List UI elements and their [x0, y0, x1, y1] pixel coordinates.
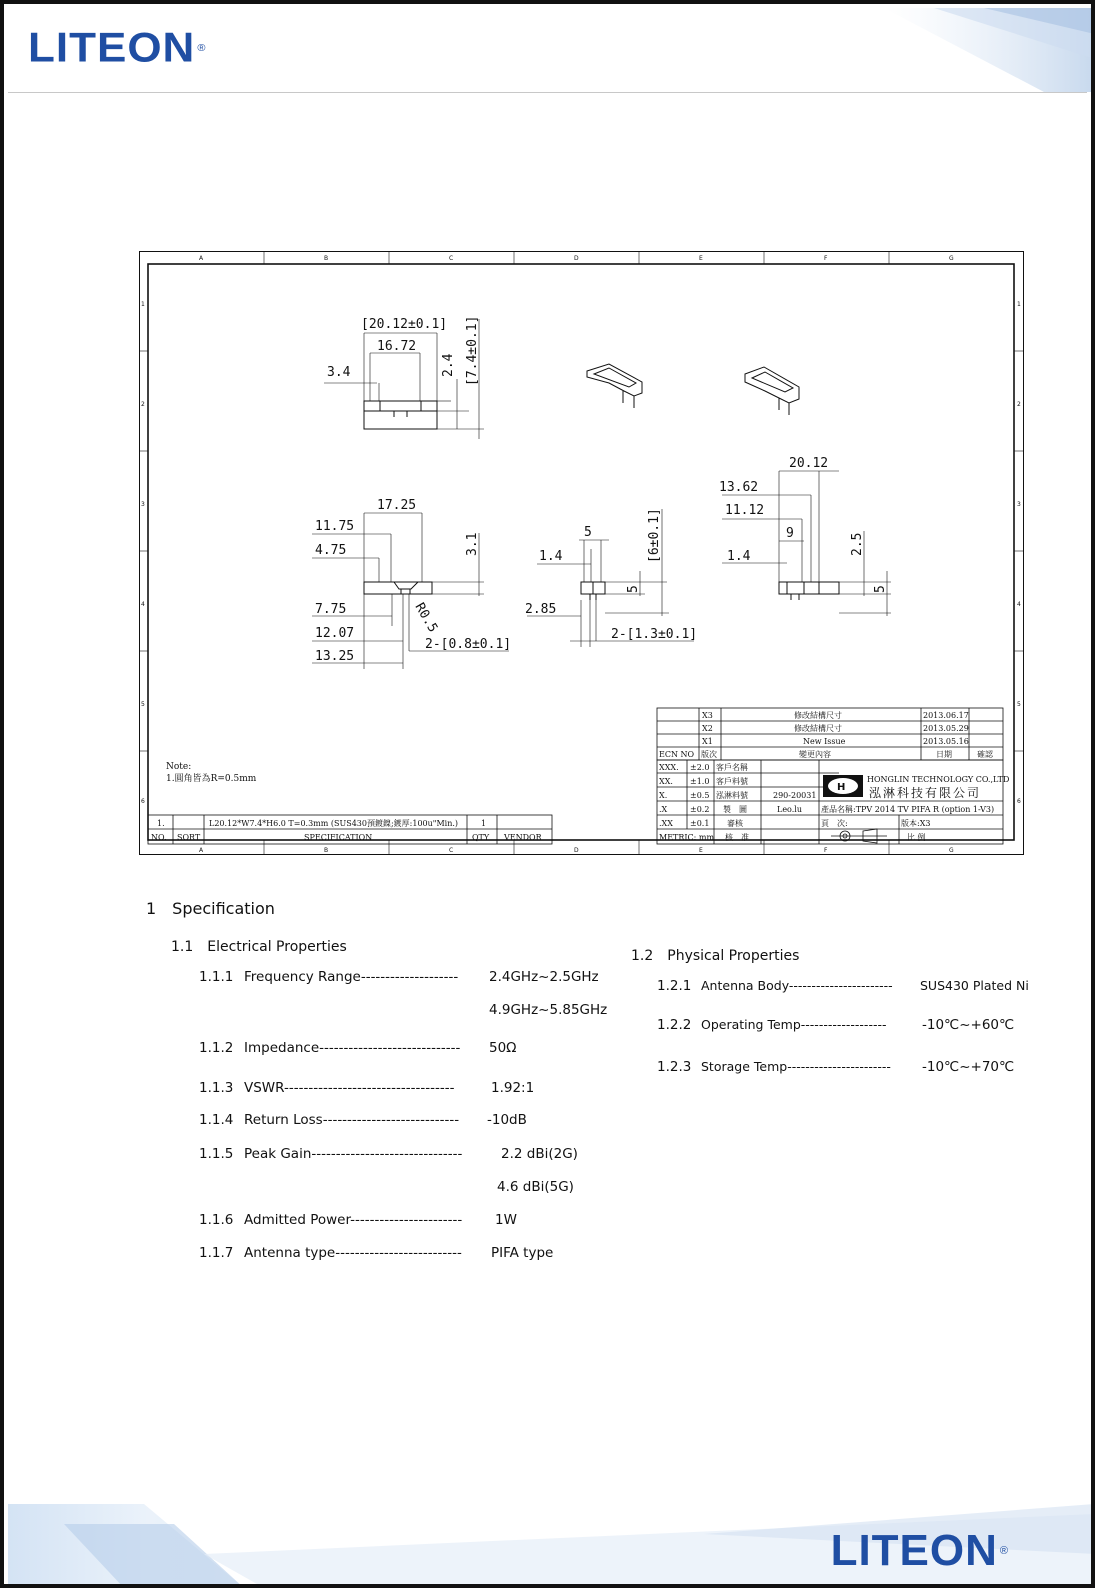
svg-text:H: H — [837, 782, 846, 793]
dim-label: 1.4 — [539, 549, 563, 564]
tol-val: ±0.2 — [690, 805, 710, 814]
spec-label: Peak Gain------------------------------- — [244, 1146, 463, 1162]
row-number: 2 — [1017, 401, 1021, 408]
iso-view-1 — [587, 364, 642, 408]
rev-cell: 修改結構尺寸 — [794, 724, 842, 733]
dim-label: 3.4 — [327, 365, 351, 380]
tol-val: ±1.0 — [690, 777, 710, 786]
row-number: 1 — [1017, 301, 1021, 308]
rev-header: 日期 — [936, 750, 952, 759]
spec-title: 1 Specification — [146, 899, 275, 918]
header-rule — [8, 92, 1087, 93]
spec-label: Return Loss---------------------------- — [244, 1112, 460, 1128]
tol-key: XX. — [659, 777, 673, 786]
spec-value: -10℃~+70℃ — [922, 1059, 1015, 1075]
bom-header: NO. — [151, 833, 167, 842]
dim-label: 13.62 — [719, 480, 759, 495]
tol-key: XXX. — [659, 763, 679, 772]
dim-label: 2.4 — [441, 353, 456, 377]
rev-header: 變更內容 — [799, 750, 831, 759]
col-letter: A — [199, 847, 204, 854]
company-zh: 泓淋科技有限公司 — [869, 786, 982, 800]
row-number: 5 — [1017, 701, 1021, 708]
spec-label: Impedance----------------------------- — [244, 1040, 461, 1056]
tol-value: Leo.lu — [777, 805, 802, 814]
tol-key: X. — [659, 791, 668, 800]
brand-logo-top: LITEON ® — [28, 24, 207, 71]
tol-val: ±2.0 — [690, 763, 710, 772]
row-number: 4 — [1017, 601, 1021, 608]
projection-symbol-icon — [831, 829, 887, 843]
bom-header: SPECIFICATION — [304, 833, 373, 842]
iso-view-2 — [745, 367, 799, 415]
spec-num: 1.2.2 — [657, 1017, 692, 1033]
spec-value: 2.2 dBi(2G) — [501, 1146, 578, 1162]
row-number: 1 — [141, 301, 145, 308]
dim-label: 3.1 — [465, 532, 480, 556]
spec-value: 4.9GHz~5.85GHz — [489, 1002, 608, 1018]
spec-num: 1.2.3 — [657, 1059, 692, 1075]
spec-value: 2.4GHz~2.5GHz — [489, 969, 599, 985]
tol-label: 審核 — [727, 819, 743, 828]
rev-cell: 2013.05.29 — [923, 724, 969, 733]
dim-label: 11.75 — [315, 519, 355, 534]
col-letter: D — [574, 847, 579, 854]
rev-header: ECN NO — [659, 750, 695, 759]
bom-header: SORT — [177, 833, 201, 842]
company-en: HONGLIN TECHNOLOGY CO.,LTD — [867, 775, 1010, 784]
row-number: 6 — [1017, 798, 1021, 805]
dim-label: 5 — [584, 525, 592, 540]
spec-label: Operating Temp------------------- — [701, 1017, 887, 1032]
col-letter: B — [324, 255, 329, 262]
dim-label: [20.12±0.1] — [361, 317, 448, 332]
spec-num: 1.1.3 — [199, 1080, 234, 1096]
row-number: 6 — [141, 798, 145, 805]
rev-cell: X3 — [702, 711, 713, 720]
spec-num: 1.2.1 — [657, 978, 692, 994]
col-letter: F — [824, 255, 828, 262]
spec-num: 1.1.7 — [199, 1245, 234, 1261]
row-number: 3 — [1017, 501, 1021, 508]
brand-logo-bottom: LITEON ® — [830, 1526, 1009, 1575]
spec-label: Antenna type-------------------------- — [244, 1245, 462, 1261]
row-number: 3 — [141, 501, 145, 508]
dim-label: 17.25 — [377, 498, 417, 513]
col-letter: G — [949, 847, 954, 854]
spec-num: 1.1.1 — [199, 969, 234, 985]
approve-label: 核 准 — [725, 833, 749, 842]
spec-value: 1.92:1 — [491, 1080, 535, 1096]
spec-value: SUS430 Plated Ni — [920, 978, 1029, 993]
col-letter: B — [324, 847, 329, 854]
dim-label: 16.72 — [377, 339, 417, 354]
spec-value: 50Ω — [489, 1040, 517, 1056]
dim-label: 9 — [786, 526, 794, 541]
rev-cell: 2013.05.16 — [923, 737, 969, 746]
dim-label: 20.12 — [789, 456, 829, 471]
tol-val: ±0.1 — [690, 819, 710, 828]
tol-key: .XX — [659, 819, 673, 828]
dim-label: 11.12 — [725, 503, 765, 518]
dim-label: R0.5 — [411, 600, 441, 636]
tol-key: .X — [659, 805, 668, 814]
rev-cell: 修改結構尺寸 — [794, 711, 842, 720]
dim-label: 2-[0.8±0.1] — [425, 637, 512, 652]
spec-label: Antenna Body----------------------- — [701, 978, 893, 993]
spec-label: Frequency Range-------------------- — [244, 969, 459, 985]
dim-label: 13.25 — [315, 649, 355, 664]
spec-value: 1W — [495, 1212, 517, 1228]
electrical-title: 1.1 Electrical Properties — [171, 939, 347, 955]
row-number: 2 — [141, 401, 145, 408]
row-number: 4 — [141, 601, 145, 608]
dim-label: [7.4±0.1] — [465, 315, 480, 386]
dim-label: 5 — [873, 585, 888, 593]
metric-label: METRIC: mm — [659, 833, 715, 842]
rev-cell: 2013.06.17 — [923, 711, 969, 720]
row-number: 5 — [141, 701, 145, 708]
dim-label: [6±0.1] — [647, 508, 662, 563]
dim-label: 2.5 — [850, 532, 865, 556]
dim-label: 5 — [626, 585, 641, 593]
note-line: 1.圓角皆為R=0.5mm — [166, 774, 257, 784]
spec-num: 1.1.2 — [199, 1040, 234, 1056]
dim-label: 4.75 — [315, 543, 347, 558]
spec-value: 4.6 dBi(5G) — [497, 1179, 574, 1195]
rev-header: 確認 — [977, 750, 993, 759]
col-letter: G — [949, 255, 954, 262]
spec-label: Storage Temp----------------------- — [701, 1059, 891, 1074]
bom-no: 1. — [157, 819, 165, 828]
product-name: 產品名稱:TPV 2014 TV PIFA R (option 1-V3) — [821, 805, 995, 814]
bom-spec: L20.12*W7.4*H6.0 T=0.3mm (SUS430預鍍鎳;鍍厚:100u"Min.) — [209, 819, 459, 828]
tol-value: 290-20031 — [773, 791, 817, 800]
dim-label: 2.85 — [525, 602, 557, 617]
col-letter: C — [449, 255, 454, 262]
tol-label: 泓淋料號 — [716, 791, 748, 800]
technical-drawing — [139, 251, 1024, 855]
note-title: Note: — [166, 762, 192, 772]
spec-num: 1.1.5 — [199, 1146, 234, 1162]
dim-label: 12.07 — [315, 626, 355, 641]
spec-label: VSWR----------------------------------- — [244, 1080, 455, 1096]
dim-label: 7.75 — [315, 602, 347, 617]
bom-qty: 1 — [481, 819, 487, 828]
spec-num: 1.1.6 — [199, 1212, 234, 1228]
tol-label: 客戶料號 — [716, 777, 748, 786]
bom-header: QTY — [472, 833, 490, 842]
rev-cell: New Issue — [803, 737, 846, 746]
col-letter: A — [199, 255, 204, 262]
col-letter: E — [699, 255, 703, 262]
tol-val: ±0.5 — [690, 791, 710, 800]
rev-cell: X2 — [702, 724, 713, 733]
spec-value: PIFA type — [491, 1245, 554, 1261]
spec-label: Admitted Power----------------------- — [244, 1212, 463, 1228]
spec-num: 1.1.4 — [199, 1112, 234, 1128]
page-label: 頁 次: — [821, 819, 848, 828]
spec-value: -10℃~+60℃ — [922, 1017, 1015, 1033]
scale-label: 比 例 — [907, 833, 926, 842]
dim-label: 1.4 — [727, 549, 751, 564]
version-label: 版本:X3 — [901, 819, 931, 828]
dim-label: 2-[1.3±0.1] — [611, 627, 698, 642]
col-letter: F — [824, 847, 828, 854]
tol-label: 客戶名稱 — [716, 763, 748, 772]
bom-header: VENDOR — [504, 833, 542, 842]
rev-cell: X1 — [702, 737, 713, 746]
tol-label: 製 圖 — [723, 805, 747, 814]
col-letter: E — [699, 847, 703, 854]
col-letter: D — [574, 255, 579, 262]
col-letter: C — [449, 847, 454, 854]
company-logo — [823, 775, 863, 797]
physical-title: 1.2 Physical Properties — [631, 948, 800, 964]
rev-header: 版次 — [701, 750, 717, 759]
spec-value: -10dB — [487, 1112, 527, 1128]
